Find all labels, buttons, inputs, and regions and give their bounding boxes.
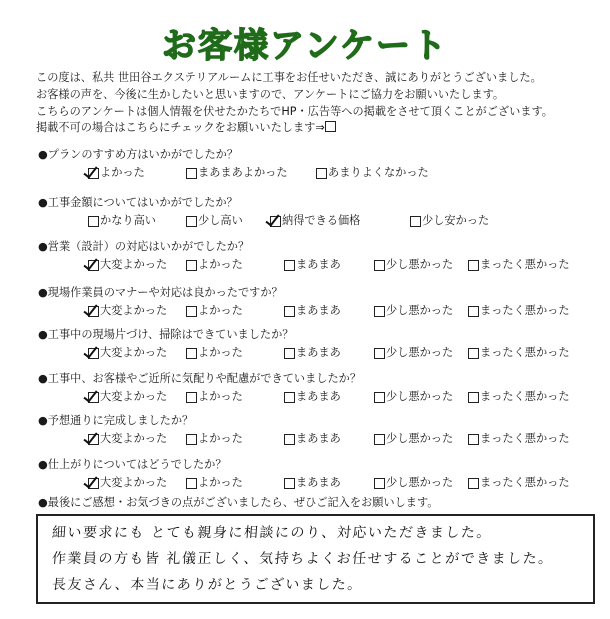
- checkbox[interactable]: [316, 168, 327, 179]
- checkbox[interactable]: [284, 392, 295, 403]
- question-label: ●プランのすすめ方はいかがでしたか？: [38, 148, 239, 161]
- comment-line: 長友さん、本当にありがとうございました。: [51, 577, 364, 593]
- checkbox[interactable]: [88, 216, 99, 227]
- answer-option[interactable]: [374, 256, 453, 274]
- checkbox[interactable]: [186, 434, 197, 445]
- question-options: [38, 388, 598, 406]
- answer-option[interactable]: [284, 344, 341, 362]
- checkbox[interactable]: [374, 306, 385, 317]
- answer-option[interactable]: [186, 344, 243, 362]
- answer-option-label: 大変よかった: [100, 390, 168, 403]
- answer-option[interactable]: [468, 256, 570, 274]
- answer-option-label: まあまあ: [296, 432, 341, 445]
- checkbox[interactable]: [284, 478, 295, 489]
- checked-checkbox[interactable]: [88, 478, 99, 489]
- question-label: ●工事金額についてはいかがでしたか？: [38, 196, 238, 209]
- checked-checkbox[interactable]: [88, 260, 99, 271]
- answer-option-label: 少し悪かった: [386, 304, 454, 317]
- answer-option-label: 大変よかった: [100, 346, 168, 359]
- final-prompt: ●最後にご感想・お気づきの点がございましたら、ぜひご記入をお願いします。: [38, 496, 439, 509]
- answer-option[interactable]: [284, 256, 341, 274]
- checked-checkbox[interactable]: [88, 392, 99, 403]
- answer-option-label: 大変よかった: [100, 432, 168, 445]
- question-block: [38, 370, 598, 406]
- checked-checkbox[interactable]: [88, 168, 99, 179]
- answer-option-label: あまりよくなかった: [328, 166, 429, 179]
- answer-option-label: まあまあ: [296, 390, 341, 403]
- answer-option-label: まったく悪かった: [480, 304, 570, 317]
- question-block: [38, 194, 598, 230]
- answer-option-label: 少し悪かった: [386, 258, 454, 271]
- answer-option[interactable]: [468, 344, 570, 362]
- answer-option[interactable]: [316, 164, 429, 182]
- answer-option-label: 大変よかった: [100, 258, 168, 271]
- answer-option[interactable]: [374, 302, 453, 320]
- question-label: ●予想通りに完成しましたか？: [38, 414, 194, 427]
- checkbox[interactable]: [186, 348, 197, 359]
- answer-option-label: よかった: [198, 476, 243, 489]
- answer-option-label: よかった: [198, 304, 243, 317]
- answer-option[interactable]: [468, 388, 570, 406]
- answer-option[interactable]: [468, 430, 570, 448]
- checkbox[interactable]: [186, 478, 197, 489]
- checkbox[interactable]: [468, 434, 479, 445]
- checkbox[interactable]: [468, 306, 479, 317]
- checked-checkbox[interactable]: [270, 216, 281, 227]
- answer-option[interactable]: [88, 164, 145, 182]
- checkbox[interactable]: [374, 392, 385, 403]
- checkbox[interactable]: [374, 260, 385, 271]
- answer-option-label: よかった: [198, 346, 243, 359]
- checkbox[interactable]: [186, 260, 197, 271]
- intro-line: お客様の声を、今後に生かしたいと思いますので、アンケートにご協力をお願いいたします。: [36, 87, 505, 101]
- checkbox[interactable]: [284, 306, 295, 317]
- answer-option[interactable]: [284, 474, 341, 492]
- question-options: [38, 474, 598, 492]
- answer-option[interactable]: [88, 344, 167, 362]
- answer-option-label: まったく悪かった: [480, 346, 570, 359]
- answer-option[interactable]: [186, 474, 243, 492]
- comment-box[interactable]: [36, 514, 595, 604]
- answer-option-label: よかった: [198, 432, 243, 445]
- answer-option[interactable]: [270, 212, 360, 230]
- question-block: [38, 326, 598, 362]
- answer-option-label: よかった: [198, 258, 243, 271]
- checkbox[interactable]: [468, 478, 479, 489]
- checkbox[interactable]: [374, 434, 385, 445]
- checkbox[interactable]: [284, 260, 295, 271]
- answer-option-label: まあまあ: [296, 346, 341, 359]
- answer-option-label: よかった: [100, 166, 145, 179]
- checkbox[interactable]: [468, 348, 479, 359]
- question-block: [38, 412, 598, 448]
- answer-option[interactable]: [186, 302, 243, 320]
- question-block: [38, 284, 598, 320]
- answer-option-label: まったく悪かった: [480, 390, 570, 403]
- answer-option-label: 大変よかった: [100, 304, 168, 317]
- answer-option-label: まったく悪かった: [480, 258, 570, 271]
- question-block: [38, 146, 598, 182]
- answer-option[interactable]: [284, 302, 341, 320]
- checked-checkbox[interactable]: [88, 306, 99, 317]
- question-options: [38, 164, 598, 182]
- intro-line: 掲載不可の場合はこちらにチェックをお願いいたします⇒: [36, 121, 325, 135]
- answer-option[interactable]: [88, 302, 167, 320]
- checked-checkbox[interactable]: [88, 434, 99, 445]
- answer-option[interactable]: [468, 302, 570, 320]
- answer-option-label: まあまあ: [296, 304, 341, 317]
- question-options: [38, 256, 598, 274]
- answer-option[interactable]: [186, 430, 243, 448]
- answer-option-label: 少し安かった: [422, 214, 490, 227]
- checkbox[interactable]: [468, 392, 479, 403]
- checkbox[interactable]: [186, 168, 197, 179]
- answer-option[interactable]: [410, 212, 489, 230]
- answer-option[interactable]: [468, 474, 570, 492]
- answer-option-label: まったく悪かった: [480, 476, 570, 489]
- answer-option[interactable]: [374, 388, 453, 406]
- answer-option[interactable]: [88, 430, 167, 448]
- answer-option[interactable]: [374, 474, 453, 492]
- question-label: ●仕上がりについてはどうでしたか？: [38, 458, 227, 471]
- comment-line: 作業員の方も皆 礼儀正しく、気持ちよくお任せすることができました。: [51, 551, 555, 567]
- answer-option-label: まあまあよかった: [198, 166, 288, 179]
- checked-checkbox[interactable]: [88, 348, 99, 359]
- checkbox[interactable]: [284, 434, 295, 445]
- answer-option[interactable]: [186, 164, 288, 182]
- answer-option-label: よかった: [198, 390, 243, 403]
- checkbox[interactable]: [468, 260, 479, 271]
- answer-option-label: 少し悪かった: [386, 346, 454, 359]
- intro-text: [36, 70, 596, 137]
- checkbox[interactable]: [284, 348, 295, 359]
- checkbox[interactable]: [374, 348, 385, 359]
- answer-option[interactable]: [186, 212, 243, 230]
- answer-option[interactable]: [284, 388, 341, 406]
- answer-option[interactable]: [88, 212, 156, 230]
- answer-option[interactable]: [88, 256, 167, 274]
- question-options: [38, 344, 598, 362]
- answer-option-label: 大変よかった: [100, 476, 168, 489]
- answer-option[interactable]: [88, 388, 167, 406]
- question-label: ●工事中、お客様やご近所に気配りや配慮ができていましたか？: [38, 372, 362, 385]
- answer-option-label: 少し悪かった: [386, 432, 454, 445]
- answer-option-label: まったく悪かった: [480, 432, 570, 445]
- answer-option-label: まあまあ: [296, 258, 341, 271]
- question-block: [38, 238, 598, 274]
- checkbox[interactable]: [186, 392, 197, 403]
- question-options: [38, 302, 598, 320]
- answer-option-label: 納得できる価格: [282, 214, 361, 227]
- answer-option[interactable]: [374, 430, 453, 448]
- checkbox[interactable]: [374, 478, 385, 489]
- answer-option[interactable]: [374, 344, 453, 362]
- checkbox[interactable]: [410, 216, 421, 227]
- answer-option-label: まあまあ: [296, 476, 341, 489]
- intro-line-optout: [36, 120, 596, 137]
- checkbox[interactable]: [186, 216, 197, 227]
- question-label: ●工事中の現場片づけ、掃除はできていましたか？: [38, 328, 294, 341]
- intro-line: この度は、私共 世田谷エクステリアルームに工事をお任せいただき、誠にありがとうございました。: [36, 71, 542, 84]
- answer-option[interactable]: [186, 388, 243, 406]
- question-label: ●現場作業員のマナーや対応は良かったですか？: [38, 286, 283, 299]
- survey-title: お客様アンケート: [162, 26, 448, 66]
- checkbox[interactable]: [186, 306, 197, 317]
- no-publish-checkbox[interactable]: [325, 121, 336, 132]
- answer-option[interactable]: [186, 256, 243, 274]
- answer-option-label: かなり高い: [100, 214, 156, 227]
- question-options: [38, 430, 598, 448]
- question-block: [38, 456, 598, 492]
- answer-option-label: 少し高い: [198, 214, 243, 227]
- intro-line: こちらのアンケートは個人情報を伏せたかたちでHP・広告等への掲載をさせて頂くことがございます。: [36, 104, 553, 118]
- answer-option[interactable]: [284, 430, 341, 448]
- answer-option[interactable]: [88, 474, 167, 492]
- question-label: ●営業（設計）の対応はいかがでしたか？: [38, 240, 250, 253]
- answer-option-label: 少し悪かった: [386, 476, 454, 489]
- answer-option-label: 少し悪かった: [386, 390, 454, 403]
- comment-line: 細い要求にも とても親身に相談にのり、対応いただきました。: [51, 525, 493, 541]
- question-options: [38, 212, 598, 230]
